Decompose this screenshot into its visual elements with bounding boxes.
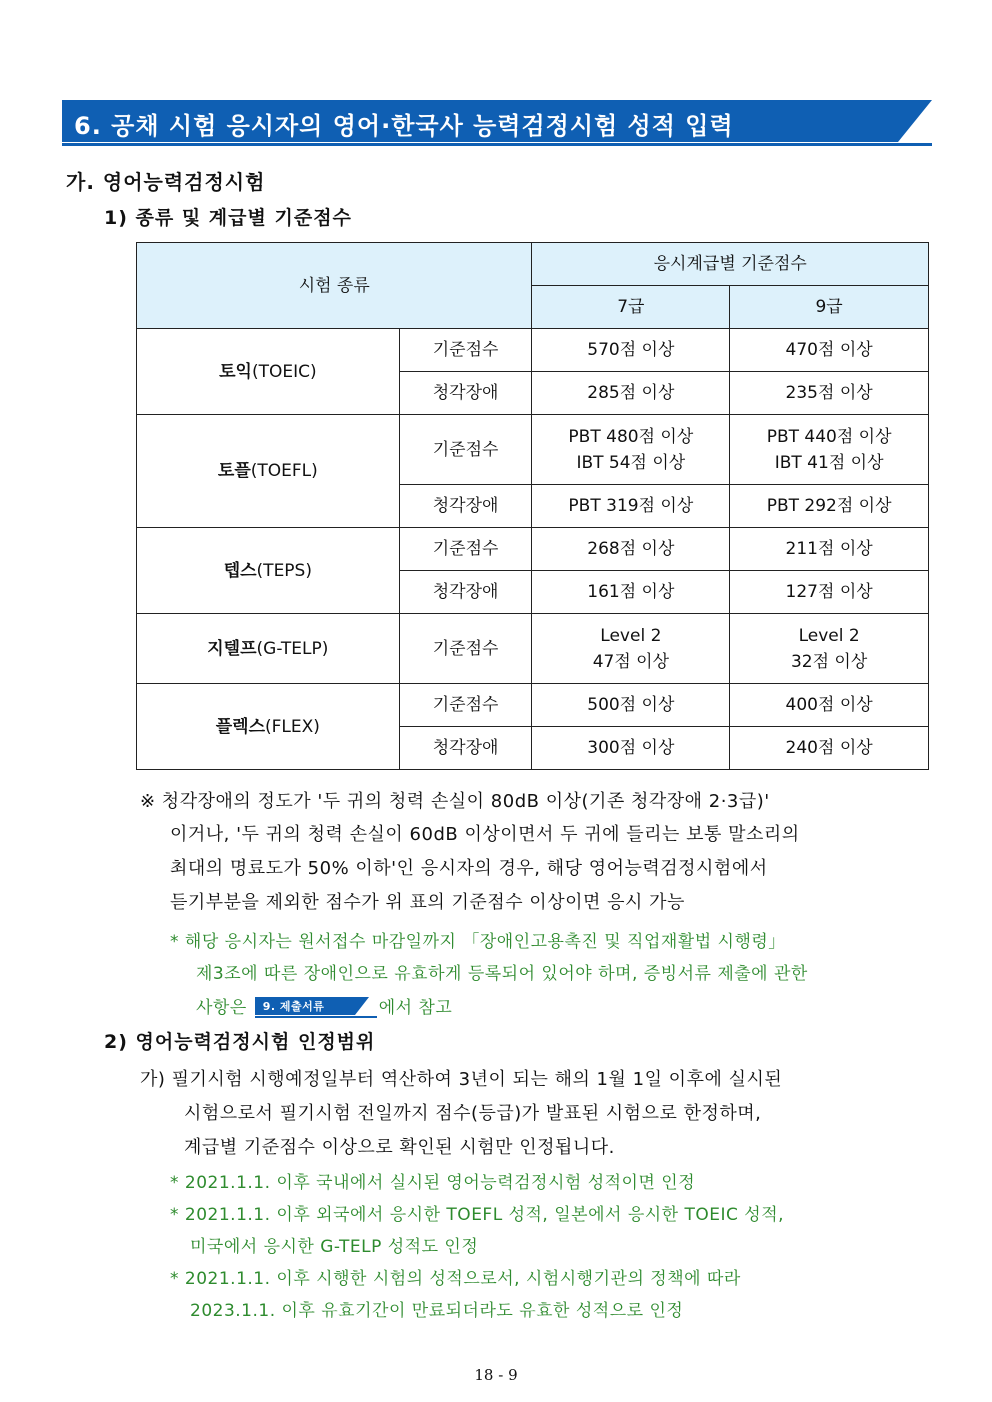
score-9: 240점 이상	[730, 727, 929, 770]
exam-name-code: (TOEFL)	[250, 461, 318, 481]
score-line: IBT 41점 이상	[774, 452, 884, 473]
score-7: 285점 이상	[532, 372, 730, 415]
exam-name-bold: 플렉스	[215, 716, 266, 737]
heading-1: 1) 종류 및 계급별 기준점수	[104, 207, 352, 229]
score-line: 32점 이상	[790, 651, 868, 672]
header-score-group: 응시계급별 기준점수	[532, 243, 929, 286]
exam-name-code: (FLEX)	[265, 716, 320, 737]
note-bullet: * 해당 응시자는 원서접수 마감일까지 「장애인고용촉진 및 직업재활법 시행령」	[170, 932, 786, 952]
score-type: 기준점수	[399, 614, 532, 684]
section-ref-tag[interactable]	[255, 997, 377, 1019]
score-type: 청각장애	[399, 372, 532, 415]
score-7: 161점 이상	[532, 571, 730, 614]
score-9: PBT 292점 이상	[730, 485, 929, 528]
score-7: 300점 이상	[532, 727, 730, 770]
table-row	[137, 684, 929, 727]
note-line: ※ 청각장애의 정도가 '두 귀의 청력 손실이 80dB 이상(기존 청각장애 2·3급)'	[140, 791, 770, 812]
score-line: 47점 이상	[592, 651, 669, 672]
heading-a: 가. 영어능력검정시험	[66, 170, 266, 194]
score-type: 청각장애	[399, 727, 532, 770]
exam-name-toefl	[137, 415, 400, 528]
exam-name-code: (TEPS)	[256, 560, 312, 581]
ref-suffix: 에서 참고	[378, 998, 453, 1018]
score-9: 127점 이상	[730, 571, 929, 614]
banner-underline	[62, 143, 932, 146]
table-row	[137, 329, 929, 372]
score-7	[532, 614, 730, 684]
header-grade-9: 9급	[730, 286, 929, 329]
exam-name-gtelp	[137, 614, 400, 684]
range-bullet: * 2021.1.1. 이후 외국에서 응시한 TOEFL 성적, 일본에서 응시한 TOEIC 성적,	[170, 1205, 785, 1225]
exam-name-code: (G-TELP)	[256, 638, 329, 659]
score-type: 기준점수	[399, 684, 532, 727]
tag-underline	[255, 1016, 377, 1018]
score-type: 기준점수	[399, 528, 532, 571]
table-row	[137, 614, 929, 684]
note-line: 최대의 명료도가 50% 이하'인 응시자의 경우, 해당 영어능력검정시험에서	[170, 858, 768, 879]
note-bullet-cont: 제3조에 따른 장애인으로 유효하게 등록되어 있어야 하며, 증빙서류 제출에 관한	[196, 964, 808, 984]
range-bullet-cont: 2023.1.1. 이후 유효기간이 만료되더라도 유효한 성적으로 인정	[190, 1301, 684, 1321]
exam-name-bold: 지텔프	[207, 638, 257, 659]
score-7: 268점 이상	[532, 528, 730, 571]
score-9	[730, 415, 929, 485]
score-type: 기준점수	[399, 415, 532, 485]
score-table	[136, 242, 929, 770]
table-header-row	[137, 243, 929, 286]
score-line: PBT 480점 이상	[568, 426, 694, 447]
exam-name-teps	[137, 528, 400, 614]
range-paragraph: 시험으로서 필기시험 전일까지 점수(등급)가 발표된 시험으로 한정하며,	[184, 1103, 762, 1124]
score-7	[532, 415, 730, 485]
header-exam-type: 시험 종류	[137, 243, 532, 329]
score-line: Level 2	[798, 625, 860, 646]
note-line: 이거나, '두 귀의 청력 손실이 60dB 이상이면서 두 귀에 들리는 보통 말소리의	[170, 824, 800, 845]
exam-name-code: (TOEIC)	[251, 361, 317, 382]
range-paragraph: 가) 필기시험 시행예정일부터 역산하여 3년이 되는 해의 1월 1일 이후에 실시된	[140, 1069, 783, 1090]
score-type: 기준점수	[399, 329, 532, 372]
score-7: PBT 319점 이상	[532, 485, 730, 528]
score-type: 청각장애	[399, 571, 532, 614]
note-line: 듣기부분을 제외한 점수가 위 표의 기준점수 이상이면 응시 가능	[170, 892, 685, 913]
score-9: 211점 이상	[730, 528, 929, 571]
score-9: 235점 이상	[730, 372, 929, 415]
range-paragraph: 계급별 기준점수 이상으로 확인된 시험만 인정됩니다.	[184, 1137, 615, 1158]
heading-2: 2) 영어능력검정시험 인정범위	[104, 1031, 376, 1053]
tag-label: 9. 제출서류	[262, 1000, 325, 1013]
banner-tail	[898, 100, 932, 142]
score-9: 470점 이상	[730, 329, 929, 372]
score-line: Level 2	[600, 625, 662, 646]
exam-name-bold: 토익	[219, 361, 252, 382]
table-row	[137, 415, 929, 485]
score-line: IBT 54점 이상	[576, 452, 686, 473]
section-banner	[62, 100, 932, 146]
range-bullet: * 2021.1.1. 이후 국내에서 실시된 영어능력검정시험 성적이면 인정	[170, 1173, 696, 1193]
page-number: 18 - 9	[474, 1366, 518, 1384]
range-bullet-cont: 미국에서 응시한 G-TELP 성적도 인정	[190, 1237, 479, 1257]
score-line: PBT 440점 이상	[766, 426, 892, 447]
exam-name-bold: 토플	[217, 461, 251, 481]
score-7: 570점 이상	[532, 329, 730, 372]
score-9	[730, 614, 929, 684]
ref-prefix: 사항은	[196, 998, 247, 1018]
range-bullet: * 2021.1.1. 이후 시행한 시험의 성적으로서, 시험시행기관의 정책에 따라	[170, 1269, 741, 1289]
score-9: 400점 이상	[730, 684, 929, 727]
table-row	[137, 528, 929, 571]
section-title: 6. 공채 시험 응시자의 영어·한국사 능력검정시험 성적 입력	[74, 112, 734, 140]
header-grade-7: 7급	[532, 286, 730, 329]
exam-name-toeic	[137, 329, 400, 415]
score-7: 500점 이상	[532, 684, 730, 727]
score-type: 청각장애	[399, 485, 532, 528]
note-bullet-ref	[196, 993, 452, 1019]
exam-name-flex	[137, 684, 400, 770]
exam-name-bold: 텝스	[223, 560, 257, 581]
tag-tail	[355, 997, 369, 1015]
